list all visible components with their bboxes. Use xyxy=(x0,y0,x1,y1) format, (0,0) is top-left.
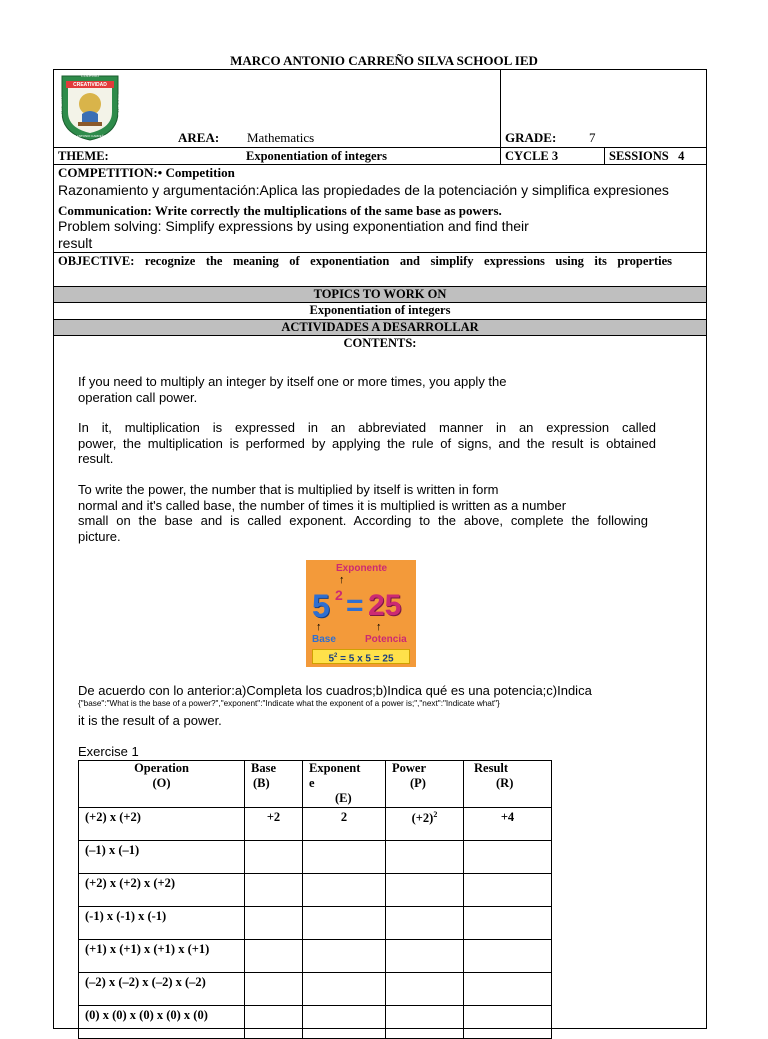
paragraph-3-line-3: small on the base and is called exponent. According to the above, complete the following xyxy=(78,513,648,528)
cell-exponent: 2 xyxy=(303,808,386,841)
competition-label: COMPETITION: xyxy=(58,165,158,180)
figure-base-digit: 5 xyxy=(312,588,330,624)
header-exponent-label: Exponent xyxy=(309,761,361,775)
exercise-title: Exercise 1 xyxy=(78,744,139,759)
logo-banner-text: CREATIVIDAD xyxy=(73,81,107,88)
cell-exponent[interactable] xyxy=(303,940,386,973)
figure-potencia-label: Potencia xyxy=(365,634,407,645)
grade-label: GRADE: xyxy=(505,130,557,145)
header-base-label: Base xyxy=(251,761,276,775)
theme-label: THEME: xyxy=(58,149,109,163)
instruction-json-line: {"base":"What is the base of a power?","exponent":"Indicate what the exponent of a power is;","next":"Indicate what"} xyxy=(78,699,500,708)
cell-result[interactable] xyxy=(464,907,552,940)
header-power xyxy=(386,761,464,808)
paragraph-2-line-1: In it, multiplication is expressed in an abbreviated manner in an expression called xyxy=(78,420,656,435)
area-value: Mathematics xyxy=(247,130,315,145)
figure-base-label: Base xyxy=(312,634,336,645)
topics-value: Exponentiation of integers xyxy=(309,303,451,317)
header-divider-1 xyxy=(500,69,501,165)
communication-line: Communication: Write correctly the multiplications of the same base as powers. xyxy=(58,203,502,218)
cell-power-exponent: 2 xyxy=(433,810,438,819)
cell-result[interactable] xyxy=(464,973,552,1006)
cell-operation: (+2) x (+2) xyxy=(79,808,245,841)
figure-formula xyxy=(312,649,410,664)
power-figure xyxy=(306,560,416,667)
cell-operation: (+1) x (+1) x (+1) x (+1) xyxy=(79,940,245,973)
header-power-label: Power xyxy=(392,761,427,775)
header-operation-sub: (O) xyxy=(152,776,171,790)
sessions-label: SESSIONS 4 xyxy=(609,149,685,163)
figure-result: 25 xyxy=(368,589,402,622)
competition-heading xyxy=(58,165,235,181)
cell-result[interactable] xyxy=(464,940,552,973)
logo-left-text: AUTONOMÍA xyxy=(59,97,63,119)
cell-exponent[interactable] xyxy=(303,841,386,874)
header-exponent-label-wrap: e xyxy=(309,776,315,790)
table-row xyxy=(79,841,552,874)
cell-power[interactable] xyxy=(386,907,464,940)
topics-header: TOPICS TO WORK ON xyxy=(313,287,447,301)
cell-exponent[interactable] xyxy=(303,874,386,907)
table-header-row xyxy=(79,761,552,808)
rule-objective-top xyxy=(53,252,707,253)
logo-right-text: PARTICIPACIÓN xyxy=(117,94,121,122)
header-operation xyxy=(79,761,245,808)
contents-header: CONTENTS: xyxy=(343,336,417,350)
table-row xyxy=(79,940,552,973)
header-exponent xyxy=(303,761,386,808)
cell-exponent[interactable] xyxy=(303,973,386,1006)
paragraph-2-line-2: power, the multiplication is performed by applying the rule of signs, and the result is obtained xyxy=(78,435,656,451)
paragraph-2-line-3: result. xyxy=(78,451,114,466)
cell-operation: (–2) x (–2) x (–2) x (–2) xyxy=(79,973,245,1006)
header-operation-label: Operation xyxy=(134,761,189,775)
cell-power[interactable] xyxy=(386,940,464,973)
school-name: MARCO ANTONIO CARREÑO SILVA SCHOOL IED xyxy=(230,53,538,68)
logo-top-text: COLEGIO xyxy=(80,73,100,78)
cell-operation: (0) x (0) x (0) x (0) x (0) xyxy=(79,1006,245,1039)
rule-theme-top xyxy=(53,147,707,148)
arrow-up-icon: ↑ xyxy=(316,621,322,633)
cell-power[interactable] xyxy=(386,973,464,1006)
cell-base[interactable] xyxy=(245,940,303,973)
cell-result[interactable] xyxy=(464,874,552,907)
paragraph-1 xyxy=(78,374,656,405)
header-result xyxy=(464,761,552,808)
grade-value: 7 xyxy=(589,130,596,145)
cell-base[interactable] xyxy=(245,874,303,907)
objective-text: OBJECTIVE: recognize the meaning of exponentiation and simplify expressions using its properties xyxy=(58,254,672,268)
instruction-line-1: De acuerdo con lo anterior:a)Completa los cuadros;b)Indica qué es una potencia;c)Indica xyxy=(78,683,592,698)
formula-exponent: 2 xyxy=(334,653,338,659)
header-result-label: Result xyxy=(474,761,509,775)
logo-bottom-text: MARCO ANTONIO CARREÑO SILVA xyxy=(64,134,116,138)
paragraph-3-line-1: To write the power, the number that is multiplied by itself is written in form xyxy=(78,482,499,497)
cycle-label: CYCLE 3 xyxy=(505,149,559,163)
paragraph-3-line-2: normal and it's called base, the number of times it is multiplied is written as a number xyxy=(78,497,567,513)
figure-exponente-label: Exponente xyxy=(336,563,388,574)
arrow-up-icon: ↑ xyxy=(339,574,345,586)
cell-result[interactable] xyxy=(464,1006,552,1039)
cell-base[interactable] xyxy=(245,973,303,1006)
cell-exponent[interactable] xyxy=(303,907,386,940)
competition-suffix: • Competition xyxy=(157,165,235,180)
cell-power-base: (+2) xyxy=(411,811,434,826)
instruction-line-3: it is the result of a power. xyxy=(78,713,222,728)
arrow-up-icon: ↑ xyxy=(376,621,382,633)
cell-operation: (+2) x (+2) x (+2) xyxy=(79,874,245,907)
formula-base: 5 xyxy=(328,653,335,665)
cell-base[interactable] xyxy=(245,907,303,940)
cell-power xyxy=(386,808,464,841)
header-power-sub: (P) xyxy=(410,776,426,790)
table-row xyxy=(79,907,552,940)
cell-operation: (-1) x (-1) x (-1) xyxy=(79,907,245,940)
area-label: AREA: xyxy=(178,130,220,145)
table-row xyxy=(79,808,552,841)
problem-solving-line-1: Problem solving: Simplify expressions by using exponentiation and find their xyxy=(58,218,529,234)
paragraph-3 xyxy=(78,482,656,544)
cell-base[interactable] xyxy=(245,841,303,874)
paragraph-1-line-1: If you need to multiply an integer by itself one or more times, you apply the xyxy=(78,374,507,389)
cell-result: +4 xyxy=(464,808,552,841)
theme-value: Exponentiation of integers xyxy=(246,149,387,163)
table-row xyxy=(79,874,552,907)
header-base xyxy=(245,761,303,808)
cell-power[interactable] xyxy=(386,1006,464,1039)
paragraph-2 xyxy=(78,420,656,467)
table-row xyxy=(79,1006,552,1039)
table-row xyxy=(79,973,552,1006)
cell-power[interactable] xyxy=(386,841,464,874)
exercise-table xyxy=(78,760,552,1039)
cell-base[interactable] xyxy=(245,1006,303,1039)
formula-rest: = 5 x 5 = 25 xyxy=(337,653,394,665)
cell-operation: (–1) x (–1) xyxy=(79,841,245,874)
school-logo xyxy=(58,72,122,142)
competition-line: Razonamiento y argumentación:Aplica las propiedades de la potenciación y simplifica expresiones xyxy=(58,182,669,198)
cell-base: +2 xyxy=(245,808,303,841)
activities-header: ACTIVIDADES A DESARROLLAR xyxy=(281,320,479,334)
paragraph-3-line-4: picture. xyxy=(78,528,121,544)
cell-power[interactable] xyxy=(386,874,464,907)
figure-equals: = xyxy=(346,589,364,622)
cell-exponent[interactable] xyxy=(303,1006,386,1039)
problem-solving-line-2: result xyxy=(58,235,93,251)
header-base-sub: (B) xyxy=(253,776,270,790)
header-divider-2 xyxy=(604,147,605,165)
header-result-sub: (R) xyxy=(496,776,514,790)
header-exponent-sub: (E) xyxy=(335,791,352,805)
paragraph-1-line-2: operation call power. xyxy=(78,389,198,405)
figure-exponent-digit: 2 xyxy=(335,587,343,603)
cell-result[interactable] xyxy=(464,841,552,874)
